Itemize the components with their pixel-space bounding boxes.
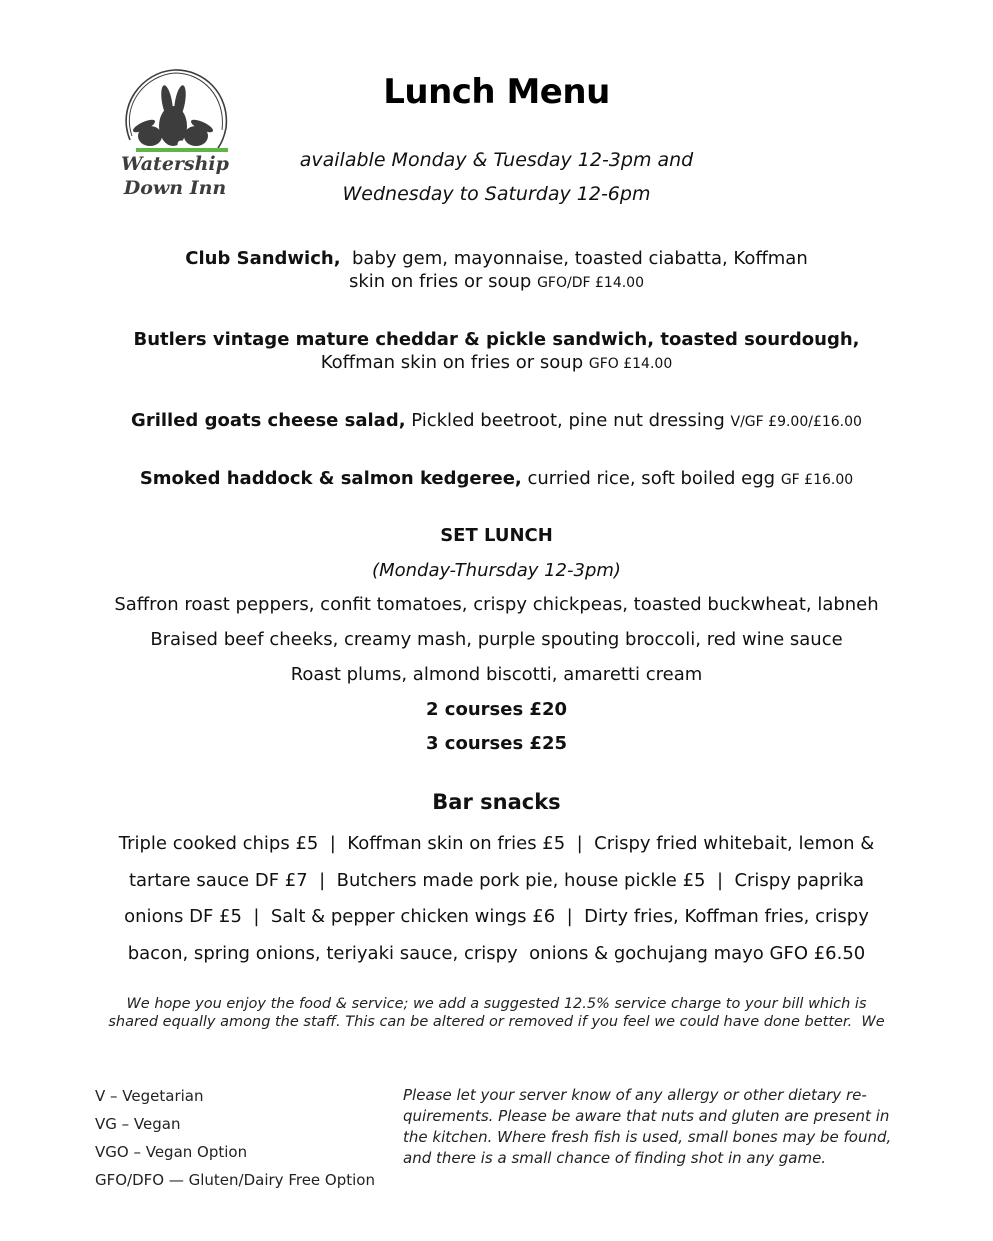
bar-snacks-heading: Bar snacks [432,790,561,814]
set-lunch-heading: SET LUNCH [440,525,553,546]
dish-description: baby gem, mayonnaise, toasted ciabatta, Koffman [352,248,808,269]
legend-item-vegetarian: V – Vegetarian [95,1087,204,1105]
allergy-note-line: the kitchen. Where fresh fish is used, small bones may be found, [403,1128,892,1146]
set-lunch-price-2-courses: 2 courses £20 [426,699,567,720]
menu-item-goats-cheese-salad [0,409,993,434]
availability-line-2: Wednesday to Saturday 12-6pm [342,183,651,205]
dish-tags-price: GF £16.00 [780,472,854,488]
bar-snacks-line: Triple cooked chips £5 | Koffman skin on fries £5 | Crispy fried whitebait, lemon & [118,833,875,854]
dish-name: Smoked haddock & salmon kedgeree, [139,468,522,489]
bar-snacks-list [100,826,893,973]
bar-snacks-line: onions DF £5 | Salt & pepper chicken wings £6 | Dirty fries, Koffman fries, crispy [124,906,869,928]
dietary-legend [95,1085,375,1197]
logo-text-line1: Watership [121,153,229,175]
logo-text-line2: Down Inn [123,177,227,199]
bar-snacks-line: bacon, spring onions, teriyaki sauce, crispy onions & gochujang mayo GFO £6.50 [127,943,866,965]
allergy-note-line: and there is a small chance of finding shot in any game. [403,1149,827,1167]
dish-description-cont: skin on fries or soup [348,271,532,292]
allergy-note [403,1085,893,1169]
set-lunch-price-3-courses: 3 courses £25 [426,733,567,754]
service-note-line: shared equally among the staff. This can be altered or removed if you feel we could have done better. We [108,1014,885,1030]
dish-name: Butlers vintage mature cheddar & pickle sandwich, toasted sourdough, [133,329,860,350]
dish-name: Club Sandwich, [185,248,341,269]
page-title: Lunch Menu [383,72,610,112]
set-lunch-dessert: Roast plums, almond biscotti, amaretti cream [290,664,703,685]
set-lunch-starter: Saffron roast peppers, confit tomatoes, crispy chickpeas, toasted buckwheat, labneh [114,594,879,615]
bar-snacks-line: tartare sauce DF £7 | Butchers made pork pie, house pickle £5 | Crispy paprika [128,869,865,891]
dish-description: Pickled beetroot, pine nut dressing [411,410,725,431]
allergy-note-line: quirements. Please be aware that nuts and gluten are present in [403,1107,890,1125]
legend-item-vegan: VG – Vegan [95,1115,181,1133]
legend-item-vegan-option: VGO – Vegan Option [95,1143,248,1161]
set-lunch-days: (Monday-Thursday 12-3pm) [372,560,621,581]
menu-item-cheddar-sandwich [0,328,993,376]
menu-item-kedgeree [0,467,993,492]
dish-tags-price: GFO £14.00 [588,356,673,372]
dish-tags-price: V/GF £9.00/£16.00 [730,414,862,430]
availability-line-1: available Monday & Tuesday 12-3pm and [299,149,694,171]
legend-item-gluten-dairy-free: GFO/DFO — Gluten/Dairy Free Option [95,1171,375,1189]
dish-description: curried rice, soft boiled egg [527,468,776,489]
dish-tags-price: GFO/DF £14.00 [537,275,644,291]
menu-item-club-sandwich [0,247,993,295]
set-lunch-main: Braised beef cheeks, creamy mash, purple spouting broccoli, red wine sauce [150,629,843,650]
dish-description: Koffman skin on fries or soup [320,352,584,373]
dish-name: Grilled goats cheese salad, [131,410,406,431]
allergy-note-line: Please let your server know of any allergy or other dietary re- [403,1086,867,1104]
service-note-line: We hope you enjoy the food & service; we add a suggested 12.5% service charge to your bill which is [126,996,867,1012]
service-charge-note [90,995,903,1031]
